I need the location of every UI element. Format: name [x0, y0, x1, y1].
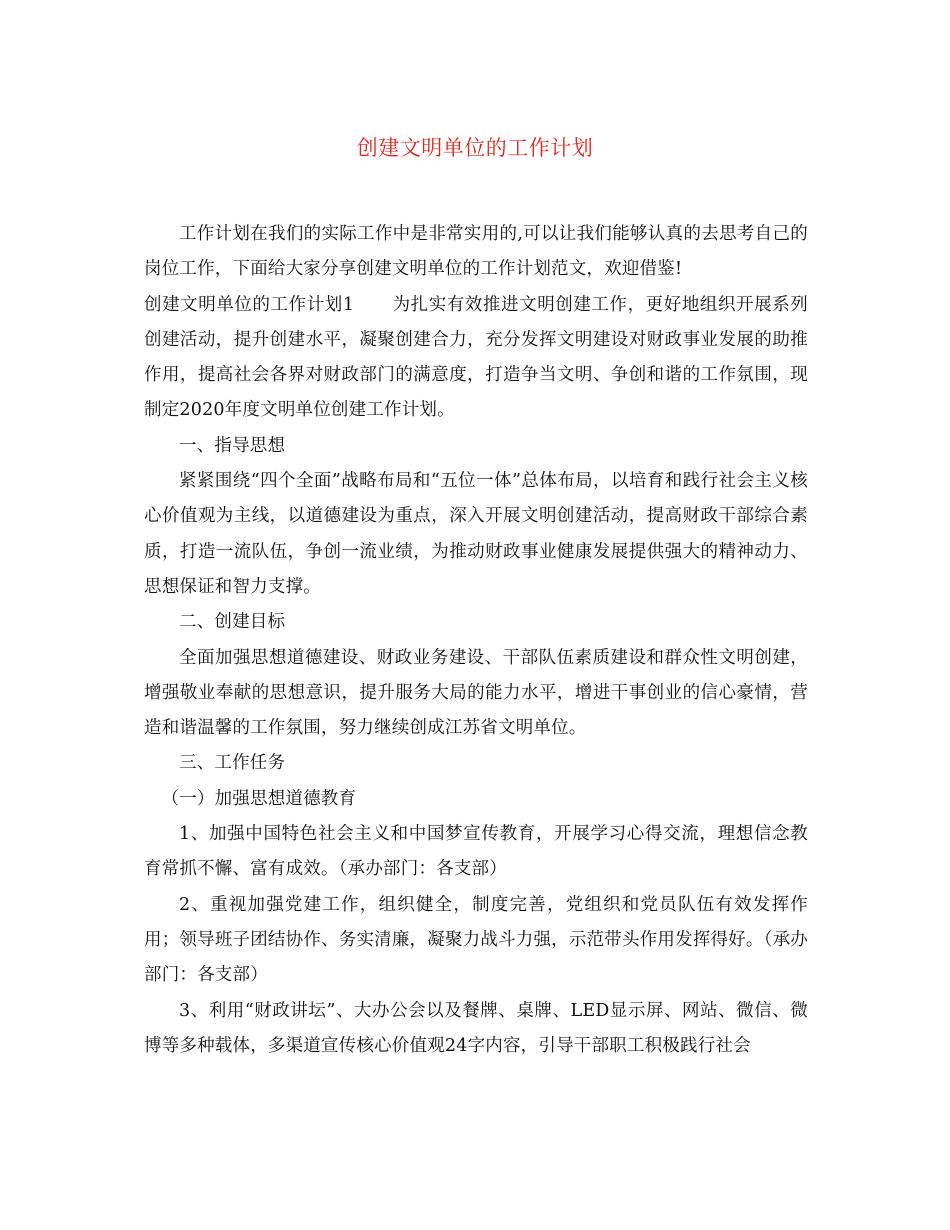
- task-item-1: 1、加强中国特色社会主义和中国梦宣传教育，开展学习心得交流，理想信念教育常抓不懈、富有成效。（承办部门：各支部）: [144, 824, 808, 880]
- document-body: [144, 217, 808, 1064]
- plan-heading: 创建文明单位的工作计划1: [144, 294, 355, 315]
- document-title: 创建文明单位的工作计划: [356, 136, 594, 160]
- section2-paragraph: 全面加强思想道德建设、财政业务建设、干部队伍素质建设和群众性文明创建，增强敬业奉献的思想意识，提升服务大局的能力水平，增进干事创业的信心豪情，营造和谐温馨的工作氛围，努力继续创成江苏省文明单位。: [144, 647, 808, 739]
- plan-paragraph: [144, 288, 808, 429]
- subsection1-heading: （一）加强思想道德教育: [161, 788, 357, 809]
- section3-heading: 三、工作任务: [179, 753, 286, 774]
- task-item-3: 3、利用“财政讲坛”、大办公会以及餐牌、桌牌、LED显示屏、网站、微信、微博等多种载体，多渠道宣传核心价值观24字内容，引导干部职工积极践行社会: [144, 1000, 808, 1056]
- section1-paragraph: 紧紧围绕“四个全面”战略布局和“五位一体”总体布局，以培育和践行社会主义核心价值观为主线，以道德建设为重点，深入开展文明创建活动，提高财政干部综合素质，打造一流队伍，争创一流业绩，为推动财政事业健康发展提供强大的精神动力、思想保证和智力支撑。: [144, 471, 808, 597]
- plan-intro: 为扎实有效推进文明创建工作，更好地组织开展系列创建活动，提升创建水平，凝聚创建合力，充分发挥文明建设对财政事业发展的助推作用，提高社会各界对财政部门的满意度，打造争当文明、争创和谐的工作氛围，现制定2020年度文明单位创建工作计划。: [144, 294, 808, 421]
- intro-paragraph: 工作计划在我们的实际工作中是非常实用的,可以让我们能够认真的去思考自己的岗位工作，下面给大家分享创建文明单位的工作计划范文，欢迎借鉴!: [144, 224, 808, 280]
- task-item-2: 2、重视加强党建工作，组织健全，制度完善，党组织和党员队伍有效发挥作用；领导班子团结协作、务实清廉，凝聚力战斗力强，示范带头作用发挥得好。（承办部门：各支部）: [144, 894, 808, 986]
- section1-heading: 一、指导思想: [179, 435, 286, 456]
- section2-heading: 二、创建目标: [179, 612, 286, 633]
